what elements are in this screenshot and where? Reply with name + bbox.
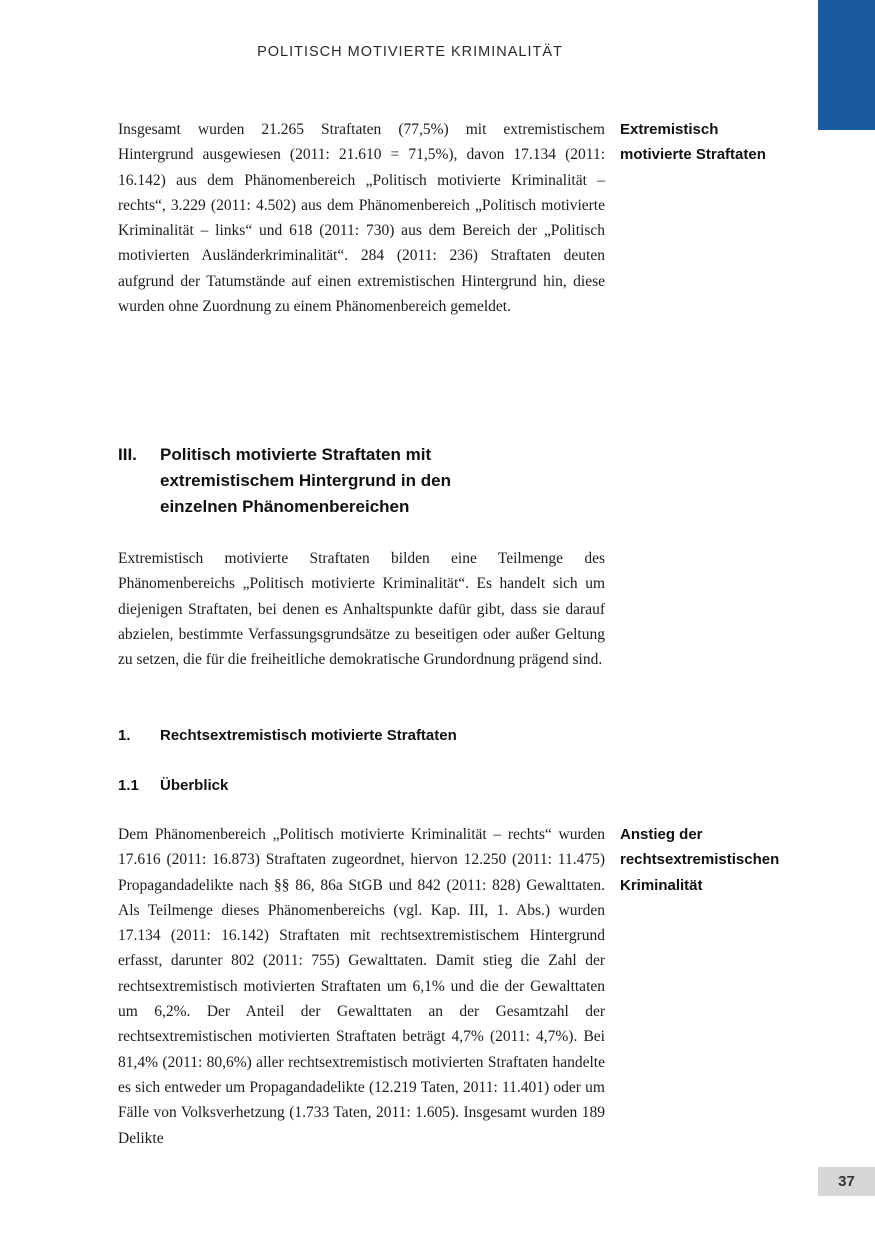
section-intro-paragraph: Extremistisch motivierte Straftaten bilden eine Teilmenge des Phänomenbereichs „Politisch motivierte Kriminalität“. Es handelt sich um diejenigen Straftaten, bei denen es Anhaltspunkte dafür gibt, dass sie darauf abzielen, bestimmte Verfassungsgrundsätze zu beseitigen oder außer Geltung zu setzen, die für die freiheitliche demokratische Grundordnung prägend sind. bbox=[118, 550, 605, 669]
overview-body-paragraph: Dem Phänomenbereich „Politisch motivierte Kriminalität – rechts“ wurden 17.616 (2011: 16.873) Straftaten zugeordnet, hiervon 12.250 (2011: 11.475) Propagandadelikte nach §§ 86, 86a StGB und 842 (2011: 828) Gewalttaten. Als Teilmenge dieses Phänomenbereichs (vgl. Kap. III, 1. Abs.) wurden 17.134 (2011: 16.142) Straftaten mit rechtsextremistischem Hintergrund erfasst, darunter 802 (2011: 755) Gewalttaten. Damit stieg die Zahl der rechtsextremistisch motivierten Straftaten um 6,1% und die der Gewalttaten um 6,2%. Der Anteil der Gewalttaten an der Gesamtzahl der rechtsextremistischen motivierten Straftaten beträgt 4,7% (2011: 4,7%). Bei 81,4% (2011: 80,6%) aller rechtsextremistisch motivierten Straftaten handelte es sich entweder um Propagandadelikte (12.219 Taten, 2011: 11.401) oder um Fälle von Volksverhetzung (1.733 Taten, 2011: 1.605). Insgesamt wurden 189 Delikte bbox=[118, 826, 605, 1147]
page-number: 37 bbox=[838, 1173, 855, 1190]
section-heading-iii bbox=[118, 442, 494, 520]
margin-note-anstieg: Anstieg der rechtsextremistischen Kriminalität bbox=[620, 826, 780, 894]
subsection-title: Überblick bbox=[160, 777, 229, 794]
subsection-number: 1. bbox=[118, 727, 131, 744]
margin-note-extremistisch: Extremistisch motivierte Straftaten bbox=[620, 121, 766, 164]
intro-paragraph: Insgesamt wurden 21.265 Straftaten (77,5%) mit extremistischem Hintergrund ausgewiesen (2011: 21.610 = 71,5%), davon 17.134 (2011: 16.142) aus dem Phänomenbereich „Politisch motivierte Kriminalität – rechts“, 3.229 (2011: 4.502) aus dem Phänomenbereich „Politisch motivierte Kriminalität – links“ und 618 (2011: 730) aus dem Bereich der „Politisch motivierten Ausländerkriminalität“. 284 (2011: 236) Straftaten deuten aufgrund der Tatumstände auf einen extremistischen Hintergrund hin, diese wurden ohne Zuordnung zu einem Phänomenbereich gemeldet. bbox=[118, 121, 605, 316]
section-intro-block bbox=[118, 546, 605, 672]
corner-accent-bar bbox=[818, 0, 875, 130]
subsection-title: Rechtsextremistisch motivierte Straftaten bbox=[160, 727, 457, 744]
intro-paragraph-block bbox=[118, 117, 605, 319]
section-number: III. bbox=[118, 445, 137, 464]
page-number-badge bbox=[818, 1167, 875, 1196]
section-title: Politisch motivierte Straftaten mit extremistischem Hintergrund in den einzelnen Phänomenbereichen bbox=[160, 445, 451, 516]
subsection-heading-1-1 bbox=[118, 775, 580, 797]
subsection-heading-1 bbox=[118, 725, 580, 747]
subsection-number: 1.1 bbox=[118, 777, 139, 794]
overview-body-block bbox=[118, 822, 605, 1151]
running-header: POLITISCH MOTIVIERTE KRIMINALITÄT bbox=[257, 44, 563, 60]
